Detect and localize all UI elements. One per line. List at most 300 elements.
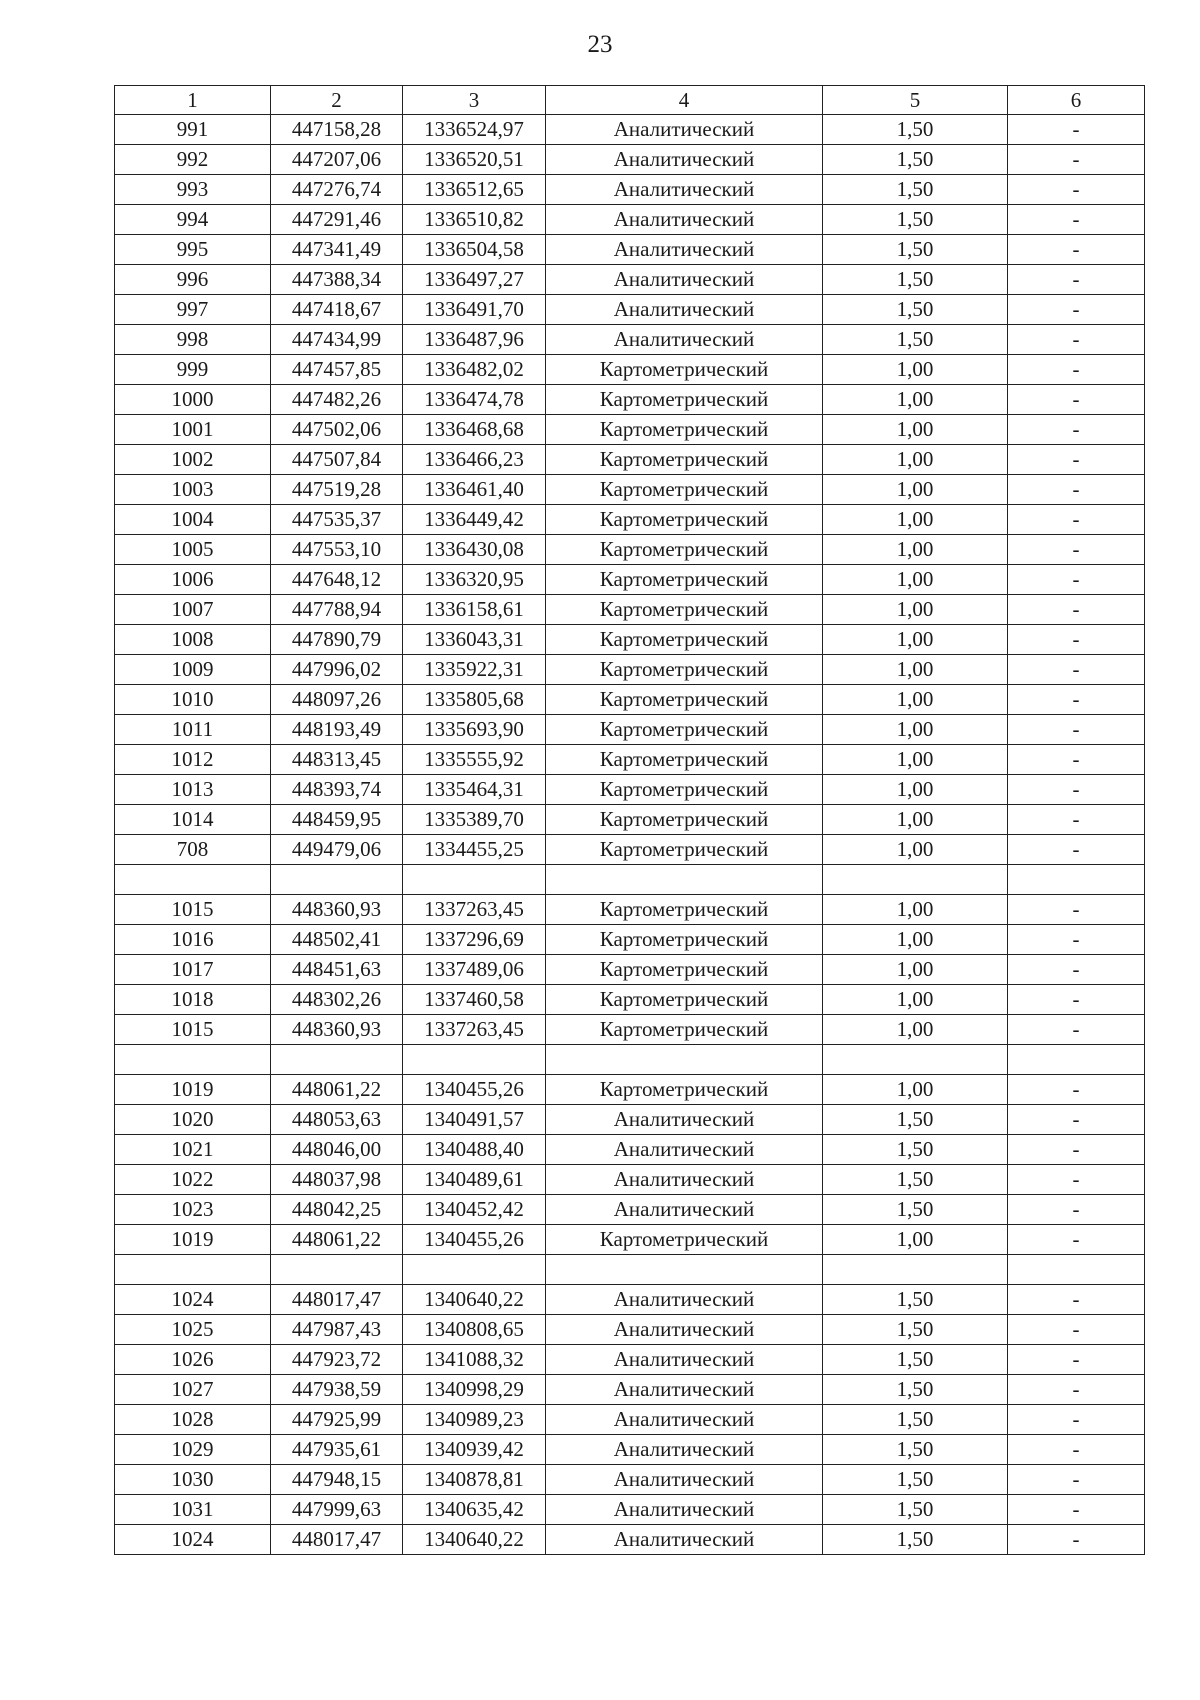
method-cell: Картометрический [546, 715, 823, 745]
x-coordinate-cell: 447158,28 [271, 115, 403, 145]
x-coordinate-cell: 448017,47 [271, 1285, 403, 1315]
x-coordinate-cell: 448459,95 [271, 805, 403, 835]
point-number-cell: 1001 [115, 415, 271, 445]
note-cell: - [1008, 145, 1145, 175]
point-number-cell: 997 [115, 295, 271, 325]
x-coordinate-cell: 448451,63 [271, 955, 403, 985]
point-number-cell: 998 [115, 325, 271, 355]
x-coordinate-cell: 448037,98 [271, 1165, 403, 1195]
x-coordinate-cell: 448053,63 [271, 1105, 403, 1135]
method-cell: Картометрический [546, 745, 823, 775]
y-coordinate-cell: 1335805,68 [403, 685, 546, 715]
method-cell: Картометрический [546, 895, 823, 925]
point-number-cell: 1012 [115, 745, 271, 775]
table-row [115, 925, 1145, 955]
accuracy-cell: 1,50 [823, 1165, 1008, 1195]
y-coordinate-cell: 1337296,69 [403, 925, 546, 955]
point-number-cell: 1019 [115, 1075, 271, 1105]
point-number-cell: 1023 [115, 1195, 271, 1225]
y-coordinate-cell [403, 865, 546, 895]
y-coordinate-cell: 1336449,42 [403, 505, 546, 535]
table-row [115, 205, 1145, 235]
method-cell: Аналитический [546, 1345, 823, 1375]
point-number-cell: 1006 [115, 565, 271, 595]
table-row [115, 1045, 1145, 1075]
method-cell: Аналитический [546, 145, 823, 175]
note-cell: - [1008, 895, 1145, 925]
accuracy-cell: 1,00 [823, 835, 1008, 865]
y-coordinate-cell: 1336524,97 [403, 115, 546, 145]
table-row [115, 1255, 1145, 1285]
table-row [115, 565, 1145, 595]
x-coordinate-cell: 447553,10 [271, 535, 403, 565]
x-coordinate-cell: 448302,26 [271, 985, 403, 1015]
accuracy-cell: 1,00 [823, 805, 1008, 835]
accuracy-cell [823, 1255, 1008, 1285]
method-cell: Картометрический [546, 805, 823, 835]
y-coordinate-cell: 1336491,70 [403, 295, 546, 325]
y-coordinate-cell: 1336474,78 [403, 385, 546, 415]
x-coordinate-cell: 448061,22 [271, 1075, 403, 1105]
table-row [115, 145, 1145, 175]
accuracy-cell: 1,00 [823, 895, 1008, 925]
table-row [115, 835, 1145, 865]
x-coordinate-cell: 447502,06 [271, 415, 403, 445]
table-row [115, 1525, 1145, 1555]
note-cell: - [1008, 1285, 1145, 1315]
point-number-cell: 1016 [115, 925, 271, 955]
accuracy-cell: 1,00 [823, 535, 1008, 565]
table-row [115, 1435, 1145, 1465]
note-cell: - [1008, 265, 1145, 295]
method-cell: Аналитический [546, 1405, 823, 1435]
table-row [115, 1345, 1145, 1375]
table-row [115, 655, 1145, 685]
note-cell: - [1008, 475, 1145, 505]
point-number-cell: 1021 [115, 1135, 271, 1165]
y-coordinate-cell: 1336482,02 [403, 355, 546, 385]
table-row [115, 1075, 1145, 1105]
table-row [115, 385, 1145, 415]
note-cell: - [1008, 1075, 1145, 1105]
note-cell: - [1008, 295, 1145, 325]
method-cell: Картометрический [546, 835, 823, 865]
table-row [115, 895, 1145, 925]
note-cell: - [1008, 835, 1145, 865]
point-number-cell: 1025 [115, 1315, 271, 1345]
method-cell: Картометрический [546, 415, 823, 445]
note-cell: - [1008, 355, 1145, 385]
note-cell: - [1008, 595, 1145, 625]
table-row [115, 1225, 1145, 1255]
point-number-cell: 994 [115, 205, 271, 235]
method-cell [546, 1045, 823, 1075]
table-row [115, 1105, 1145, 1135]
y-coordinate-cell: 1336043,31 [403, 625, 546, 655]
note-cell: - [1008, 1015, 1145, 1045]
method-cell: Картометрический [546, 985, 823, 1015]
table-row [115, 1465, 1145, 1495]
point-number-cell: 1008 [115, 625, 271, 655]
x-coordinate-cell: 448313,45 [271, 745, 403, 775]
y-coordinate-cell: 1341088,32 [403, 1345, 546, 1375]
x-coordinate-cell: 448046,00 [271, 1135, 403, 1165]
y-coordinate-cell: 1336510,82 [403, 205, 546, 235]
table-row [115, 1285, 1145, 1315]
accuracy-cell: 1,00 [823, 925, 1008, 955]
method-cell: Аналитический [546, 1375, 823, 1405]
header-cell: 3 [403, 86, 546, 115]
table-row [115, 295, 1145, 325]
note-cell: - [1008, 1405, 1145, 1435]
method-cell: Аналитический [546, 1285, 823, 1315]
method-cell: Картометрический [546, 955, 823, 985]
method-cell: Аналитический [546, 265, 823, 295]
x-coordinate-cell: 447507,84 [271, 445, 403, 475]
note-cell: - [1008, 1345, 1145, 1375]
accuracy-cell: 1,00 [823, 475, 1008, 505]
accuracy-cell: 1,50 [823, 1345, 1008, 1375]
y-coordinate-cell: 1336320,95 [403, 565, 546, 595]
y-coordinate-cell [403, 1045, 546, 1075]
point-number-cell: 708 [115, 835, 271, 865]
method-cell: Картометрический [546, 1075, 823, 1105]
x-coordinate-cell: 447935,61 [271, 1435, 403, 1465]
y-coordinate-cell: 1336430,08 [403, 535, 546, 565]
point-number-cell [115, 865, 271, 895]
point-number-cell: 1013 [115, 775, 271, 805]
note-cell: - [1008, 685, 1145, 715]
note-cell: - [1008, 535, 1145, 565]
y-coordinate-cell: 1335693,90 [403, 715, 546, 745]
method-cell: Картометрический [546, 445, 823, 475]
accuracy-cell: 1,50 [823, 1525, 1008, 1555]
x-coordinate-cell: 449479,06 [271, 835, 403, 865]
x-coordinate-cell: 448193,49 [271, 715, 403, 745]
table-row [115, 625, 1145, 655]
x-coordinate-cell: 447648,12 [271, 565, 403, 595]
accuracy-cell: 1,00 [823, 715, 1008, 745]
y-coordinate-cell: 1340878,81 [403, 1465, 546, 1495]
y-coordinate-cell: 1336504,58 [403, 235, 546, 265]
x-coordinate-cell: 447418,67 [271, 295, 403, 325]
x-coordinate-cell: 447341,49 [271, 235, 403, 265]
table-header-row [115, 86, 1145, 115]
method-cell: Аналитический [546, 295, 823, 325]
method-cell: Аналитический [546, 1195, 823, 1225]
table-row [115, 175, 1145, 205]
header-cell: 5 [823, 86, 1008, 115]
table-row [115, 775, 1145, 805]
y-coordinate-cell: 1340488,40 [403, 1135, 546, 1165]
accuracy-cell: 1,50 [823, 1135, 1008, 1165]
table-row [115, 1495, 1145, 1525]
accuracy-cell: 1,50 [823, 1315, 1008, 1345]
table-row [115, 805, 1145, 835]
method-cell: Картометрический [546, 685, 823, 715]
table-row [115, 955, 1145, 985]
x-coordinate-cell: 447291,46 [271, 205, 403, 235]
table-row [115, 535, 1145, 565]
x-coordinate-cell: 448393,74 [271, 775, 403, 805]
table-row [115, 475, 1145, 505]
x-coordinate-cell: 448042,25 [271, 1195, 403, 1225]
note-cell: - [1008, 415, 1145, 445]
table-row [115, 235, 1145, 265]
point-number-cell: 992 [115, 145, 271, 175]
note-cell: - [1008, 655, 1145, 685]
accuracy-cell: 1,50 [823, 1195, 1008, 1225]
method-cell: Картометрический [546, 1015, 823, 1045]
method-cell: Аналитический [546, 1495, 823, 1525]
y-coordinate-cell: 1336461,40 [403, 475, 546, 505]
accuracy-cell: 1,00 [823, 655, 1008, 685]
accuracy-cell: 1,50 [823, 1285, 1008, 1315]
method-cell: Картометрический [546, 625, 823, 655]
point-number-cell [115, 1255, 271, 1285]
x-coordinate-cell: 448502,41 [271, 925, 403, 955]
header-cell: 2 [271, 86, 403, 115]
note-cell: - [1008, 235, 1145, 265]
x-coordinate-cell [271, 1255, 403, 1285]
method-cell: Картометрический [546, 565, 823, 595]
y-coordinate-cell: 1340635,42 [403, 1495, 546, 1525]
y-coordinate-cell: 1335464,31 [403, 775, 546, 805]
header-cell: 6 [1008, 86, 1145, 115]
accuracy-cell: 1,00 [823, 445, 1008, 475]
x-coordinate-cell [271, 865, 403, 895]
y-coordinate-cell: 1340452,42 [403, 1195, 546, 1225]
table-body [115, 86, 1145, 1555]
table-row [115, 865, 1145, 895]
y-coordinate-cell: 1340808,65 [403, 1315, 546, 1345]
x-coordinate-cell: 447207,06 [271, 145, 403, 175]
accuracy-cell: 1,50 [823, 175, 1008, 205]
x-coordinate-cell: 447788,94 [271, 595, 403, 625]
accuracy-cell: 1,50 [823, 265, 1008, 295]
method-cell: Картометрический [546, 355, 823, 385]
point-number-cell: 1010 [115, 685, 271, 715]
table-row [115, 1375, 1145, 1405]
table-row [115, 715, 1145, 745]
note-cell: - [1008, 1105, 1145, 1135]
x-coordinate-cell: 447923,72 [271, 1345, 403, 1375]
point-number-cell: 1015 [115, 1015, 271, 1045]
accuracy-cell [823, 1045, 1008, 1075]
accuracy-cell: 1,00 [823, 775, 1008, 805]
point-number-cell: 1002 [115, 445, 271, 475]
accuracy-cell: 1,50 [823, 1375, 1008, 1405]
accuracy-cell: 1,50 [823, 1405, 1008, 1435]
x-coordinate-cell: 447996,02 [271, 655, 403, 685]
method-cell: Аналитический [546, 1465, 823, 1495]
accuracy-cell: 1,00 [823, 745, 1008, 775]
note-cell [1008, 1255, 1145, 1285]
accuracy-cell: 1,50 [823, 1105, 1008, 1135]
x-coordinate-cell: 448360,93 [271, 895, 403, 925]
note-cell: - [1008, 955, 1145, 985]
point-number-cell [115, 1045, 271, 1075]
point-number-cell: 1019 [115, 1225, 271, 1255]
x-coordinate-cell: 447948,15 [271, 1465, 403, 1495]
y-coordinate-cell: 1337263,45 [403, 895, 546, 925]
x-coordinate-cell: 448360,93 [271, 1015, 403, 1045]
page-number: 23 [587, 31, 613, 58]
note-cell: - [1008, 445, 1145, 475]
method-cell: Картометрический [546, 505, 823, 535]
table-row [115, 745, 1145, 775]
x-coordinate-cell: 447388,34 [271, 265, 403, 295]
method-cell: Аналитический [546, 1315, 823, 1345]
y-coordinate-cell: 1340489,61 [403, 1165, 546, 1195]
method-cell: Аналитический [546, 235, 823, 265]
accuracy-cell: 1,00 [823, 505, 1008, 535]
y-coordinate-cell: 1335389,70 [403, 805, 546, 835]
x-coordinate-cell: 447434,99 [271, 325, 403, 355]
y-coordinate-cell: 1340640,22 [403, 1285, 546, 1315]
accuracy-cell: 1,00 [823, 685, 1008, 715]
point-number-cell: 1007 [115, 595, 271, 625]
y-coordinate-cell: 1335555,92 [403, 745, 546, 775]
note-cell: - [1008, 505, 1145, 535]
note-cell: - [1008, 1225, 1145, 1255]
table-row [115, 985, 1145, 1015]
table-row [115, 355, 1145, 385]
method-cell: Картометрический [546, 475, 823, 505]
note-cell: - [1008, 1435, 1145, 1465]
x-coordinate-cell: 447535,37 [271, 505, 403, 535]
accuracy-cell: 1,00 [823, 565, 1008, 595]
method-cell: Картометрический [546, 775, 823, 805]
table-row [115, 265, 1145, 295]
point-number-cell: 1026 [115, 1345, 271, 1375]
note-cell: - [1008, 385, 1145, 415]
y-coordinate-cell: 1337460,58 [403, 985, 546, 1015]
point-number-cell: 999 [115, 355, 271, 385]
x-coordinate-cell [271, 1045, 403, 1075]
point-number-cell: 996 [115, 265, 271, 295]
y-coordinate-cell: 1340455,26 [403, 1225, 546, 1255]
y-coordinate-cell: 1340455,26 [403, 1075, 546, 1105]
point-number-cell: 1031 [115, 1495, 271, 1525]
method-cell: Картометрический [546, 1225, 823, 1255]
x-coordinate-cell: 447482,26 [271, 385, 403, 415]
accuracy-cell: 1,00 [823, 955, 1008, 985]
note-cell: - [1008, 985, 1145, 1015]
x-coordinate-cell: 447987,43 [271, 1315, 403, 1345]
note-cell: - [1008, 1465, 1145, 1495]
accuracy-cell: 1,50 [823, 235, 1008, 265]
y-coordinate-cell: 1336520,51 [403, 145, 546, 175]
table-row [115, 115, 1145, 145]
method-cell: Аналитический [546, 1435, 823, 1465]
x-coordinate-cell: 447519,28 [271, 475, 403, 505]
method-cell [546, 865, 823, 895]
point-number-cell: 1024 [115, 1285, 271, 1315]
accuracy-cell: 1,50 [823, 295, 1008, 325]
method-cell: Картометрический [546, 385, 823, 415]
note-cell [1008, 865, 1145, 895]
point-number-cell: 1011 [115, 715, 271, 745]
y-coordinate-cell: 1340998,29 [403, 1375, 546, 1405]
point-number-cell: 1005 [115, 535, 271, 565]
header-cell: 4 [546, 86, 823, 115]
accuracy-cell: 1,50 [823, 115, 1008, 145]
note-cell: - [1008, 565, 1145, 595]
point-number-cell: 1029 [115, 1435, 271, 1465]
y-coordinate-cell: 1336487,96 [403, 325, 546, 355]
y-coordinate-cell [403, 1255, 546, 1285]
point-number-cell: 1020 [115, 1105, 271, 1135]
y-coordinate-cell: 1335922,31 [403, 655, 546, 685]
x-coordinate-cell: 447938,59 [271, 1375, 403, 1405]
table-row [115, 325, 1145, 355]
note-cell: - [1008, 1135, 1145, 1165]
table-row [115, 445, 1145, 475]
note-cell: - [1008, 625, 1145, 655]
note-cell: - [1008, 925, 1145, 955]
method-cell: Картометрический [546, 655, 823, 685]
accuracy-cell: 1,50 [823, 325, 1008, 355]
accuracy-cell: 1,50 [823, 205, 1008, 235]
point-number-cell: 1028 [115, 1405, 271, 1435]
table-row [115, 1405, 1145, 1435]
method-cell: Аналитический [546, 325, 823, 355]
y-coordinate-cell: 1336497,27 [403, 265, 546, 295]
y-coordinate-cell: 1336512,65 [403, 175, 546, 205]
y-coordinate-cell: 1337263,45 [403, 1015, 546, 1045]
x-coordinate-cell: 447457,85 [271, 355, 403, 385]
accuracy-cell: 1,00 [823, 385, 1008, 415]
note-cell: - [1008, 115, 1145, 145]
point-number-cell: 1017 [115, 955, 271, 985]
note-cell: - [1008, 745, 1145, 775]
accuracy-cell: 1,00 [823, 1225, 1008, 1255]
point-number-cell: 1003 [115, 475, 271, 505]
point-number-cell: 1030 [115, 1465, 271, 1495]
x-coordinate-cell: 447890,79 [271, 625, 403, 655]
method-cell: Аналитический [546, 205, 823, 235]
y-coordinate-cell: 1337489,06 [403, 955, 546, 985]
header-cell: 1 [115, 86, 271, 115]
accuracy-cell [823, 865, 1008, 895]
accuracy-cell: 1,00 [823, 1075, 1008, 1105]
y-coordinate-cell: 1336158,61 [403, 595, 546, 625]
table-row [115, 1135, 1145, 1165]
method-cell: Аналитический [546, 1165, 823, 1195]
method-cell: Аналитический [546, 1135, 823, 1165]
accuracy-cell: 1,00 [823, 415, 1008, 445]
point-number-cell: 1000 [115, 385, 271, 415]
note-cell [1008, 1045, 1145, 1075]
point-number-cell: 993 [115, 175, 271, 205]
point-number-cell: 1027 [115, 1375, 271, 1405]
note-cell: - [1008, 1375, 1145, 1405]
accuracy-cell: 1,00 [823, 355, 1008, 385]
y-coordinate-cell: 1334455,25 [403, 835, 546, 865]
method-cell: Аналитический [546, 115, 823, 145]
table-row [115, 505, 1145, 535]
method-cell: Аналитический [546, 1525, 823, 1555]
x-coordinate-cell: 447999,63 [271, 1495, 403, 1525]
point-number-cell: 1014 [115, 805, 271, 835]
point-number-cell: 995 [115, 235, 271, 265]
point-number-cell: 1015 [115, 895, 271, 925]
accuracy-cell: 1,50 [823, 1495, 1008, 1525]
point-number-cell: 1009 [115, 655, 271, 685]
note-cell: - [1008, 805, 1145, 835]
note-cell: - [1008, 175, 1145, 205]
